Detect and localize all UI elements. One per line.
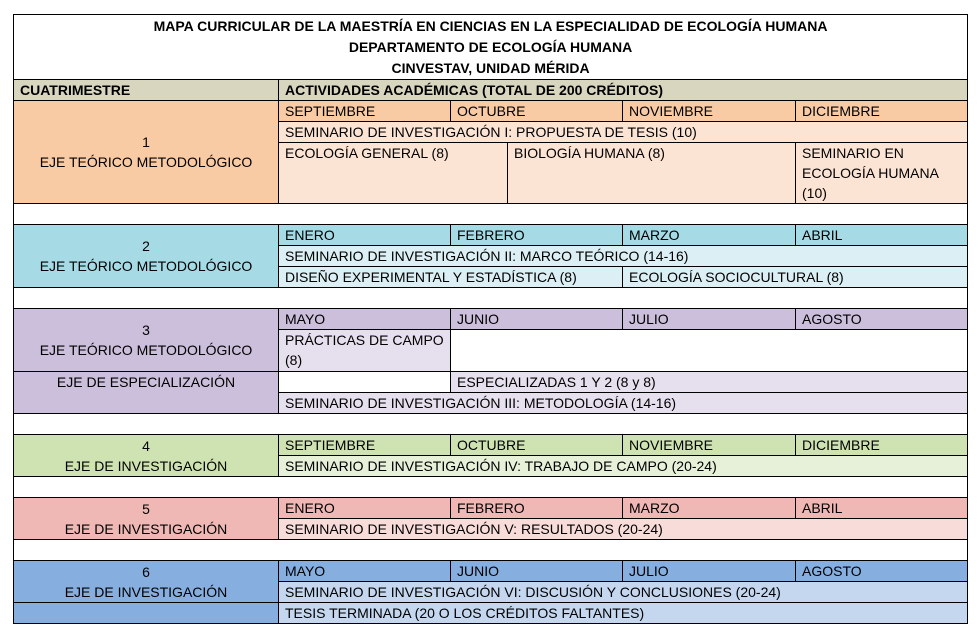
- term-4-label: [14, 435, 279, 477]
- term-1-month-2: OCTUBRE: [451, 101, 623, 122]
- term-6-months-row: [14, 561, 968, 582]
- term-5-months-row: [14, 498, 968, 519]
- term-2-month-3: MARZO: [623, 225, 796, 246]
- term-6-month-4: AGOSTO: [796, 561, 968, 582]
- term-1-course-3: SEMINARIO EN ECOLOGÍA HUMANA (10): [796, 143, 968, 204]
- header-activities: ACTIVIDADES ACADÉMICAS (TOTAL DE 200 CRÉDITOS): [279, 80, 968, 101]
- term-6-month-1: MAYO: [279, 561, 451, 582]
- term-1-month-1: SEPTIEMBRE: [279, 101, 451, 122]
- term-3-specialized: ESPECIALIZADAS 1 Y 2 (8 y 8): [451, 372, 968, 393]
- term-3-month-3: JULIO: [623, 309, 796, 330]
- header-row: [14, 80, 968, 101]
- term-3-blank-cell: [279, 372, 451, 393]
- term-5-month-3: MARZO: [623, 498, 796, 519]
- spacer-row: [14, 288, 968, 309]
- spacer-row: [14, 540, 968, 561]
- curriculum-map: [13, 14, 967, 624]
- title-line-1: MAPA CURRICULAR DE LA MAESTRÍA EN CIENCIAS EN LA ESPECIALIDAD DE ECOLOGÍA HUMANA: [153, 18, 828, 34]
- term-1-number: 1: [142, 134, 150, 150]
- term-2-course-1: DISEÑO EXPERIMENTAL Y ESTADÍSTICA (8): [279, 267, 623, 288]
- term-4-months-row: [14, 435, 968, 456]
- term-2-months-row: [14, 225, 968, 246]
- term-5-number: 5: [142, 500, 150, 517]
- term-5-seminar: SEMINARIO DE INVESTIGACIÓN V: RESULTADOS (20-24): [279, 519, 968, 540]
- term-3-practice: PRÁCTICAS DE CAMPO (8): [279, 330, 451, 372]
- term-1-months-row: [14, 101, 968, 122]
- term-5-label: [14, 498, 279, 540]
- term-3-seminar: SEMINARIO DE INVESTIGACIÓN III: METODOLOGÍA (14-16): [279, 393, 968, 414]
- term-3-axis: EJE TEÓRICO METODOLÓGICO: [39, 342, 253, 358]
- term-6-month-2: JUNIO: [451, 561, 623, 582]
- term-5-month-4: ABRIL: [796, 498, 968, 519]
- term-3-number: 3: [142, 322, 150, 338]
- term-1-month-3: NOVIEMBRE: [623, 101, 796, 122]
- term-6-seminar: SEMINARIO DE INVESTIGACIÓN VI: DISCUSIÓN Y CONCLUSIONES (20-24): [279, 582, 968, 603]
- term-2-month-1: ENERO: [279, 225, 451, 246]
- term-2-month-4: ABRIL: [796, 225, 968, 246]
- spacer: [14, 477, 968, 498]
- document-title: [14, 15, 968, 80]
- title-line-3: CINVESTAV, UNIDAD MÉRIDA: [391, 60, 590, 76]
- term-3-month-4: AGOSTO: [796, 309, 968, 330]
- spacer: [14, 540, 968, 561]
- spacer-row: [14, 477, 968, 498]
- term-2-axis: EJE TEÓRICO METODOLÓGICO: [39, 258, 253, 274]
- term-2-course-2: ECOLOGÍA SOCIOCULTURAL (8): [623, 267, 968, 288]
- term-5-month-1: ENERO: [279, 498, 451, 519]
- term-6-label: [14, 561, 279, 603]
- spacer-row: [14, 414, 968, 435]
- term-1-seminar: SEMINARIO DE INVESTIGACIÓN I: PROPUESTA DE TESIS (10): [279, 122, 968, 143]
- spacer-row: [14, 204, 968, 225]
- term-2-seminar: SEMINARIO DE INVESTIGACIÓN II: MARCO TEÓRICO (14-16): [279, 246, 968, 267]
- term-3-month-2: JUNIO: [451, 309, 623, 330]
- term-2-number: 2: [142, 238, 150, 254]
- term-4-month-1: SEPTIEMBRE: [279, 435, 451, 456]
- term-6-axis: EJE DE INVESTIGACIÓN: [64, 583, 228, 600]
- term-6-thesis: TESIS TERMINADA (20 O LOS CRÉDITOS FALTANTES): [279, 603, 968, 624]
- term-3-months-row: [14, 309, 968, 330]
- header-cuatrimestre: CUATRIMESTRE: [14, 80, 279, 101]
- term-4-number: 4: [142, 437, 150, 454]
- term-4-month-2: OCTUBRE: [451, 435, 623, 456]
- term-5-axis: EJE DE INVESTIGACIÓN: [64, 520, 228, 537]
- term-1-label: [14, 101, 279, 204]
- term-3-month-1: MAYO: [279, 309, 451, 330]
- term-3-axis-2: EJE DE ESPECIALIZACIÓN: [14, 372, 279, 414]
- term-6-number: 6: [142, 563, 150, 580]
- spacer: [14, 288, 968, 309]
- term-4-month-4: DICIEMBRE: [796, 435, 968, 456]
- term-6-month-3: JULIO: [623, 561, 796, 582]
- term-2-label: [14, 225, 279, 288]
- term-4-month-3: NOVIEMBRE: [623, 435, 796, 456]
- term-1-course-2: BIOLOGÍA HUMANA (8): [508, 143, 796, 204]
- term-1-axis: EJE TEÓRICO METODOLÓGICO: [39, 154, 253, 170]
- term-6-label-continuation: [14, 603, 279, 624]
- term-2-month-2: FEBRERO: [451, 225, 623, 246]
- term-6-thesis-row: [14, 603, 968, 624]
- term-5-month-2: FEBRERO: [451, 498, 623, 519]
- term-4-axis: EJE DE INVESTIGACIÓN: [64, 457, 228, 474]
- term-3-empty-cell: [451, 330, 968, 372]
- spacer: [14, 204, 968, 225]
- term-3-label: [14, 309, 279, 372]
- term-4-seminar: SEMINARIO DE INVESTIGACIÓN IV: TRABAJO DE CAMPO (20-24): [279, 456, 968, 477]
- title-line-2: DEPARTAMENTO DE ECOLOGÍA HUMANA: [348, 39, 633, 55]
- curriculum-table: [13, 14, 968, 624]
- term-1-month-4: DICIEMBRE: [796, 101, 968, 122]
- term-1-course-1: ECOLOGÍA GENERAL (8): [279, 143, 508, 204]
- spacer: [14, 414, 968, 435]
- title-row: [14, 15, 968, 80]
- term-3-specialized-row: [14, 372, 968, 393]
